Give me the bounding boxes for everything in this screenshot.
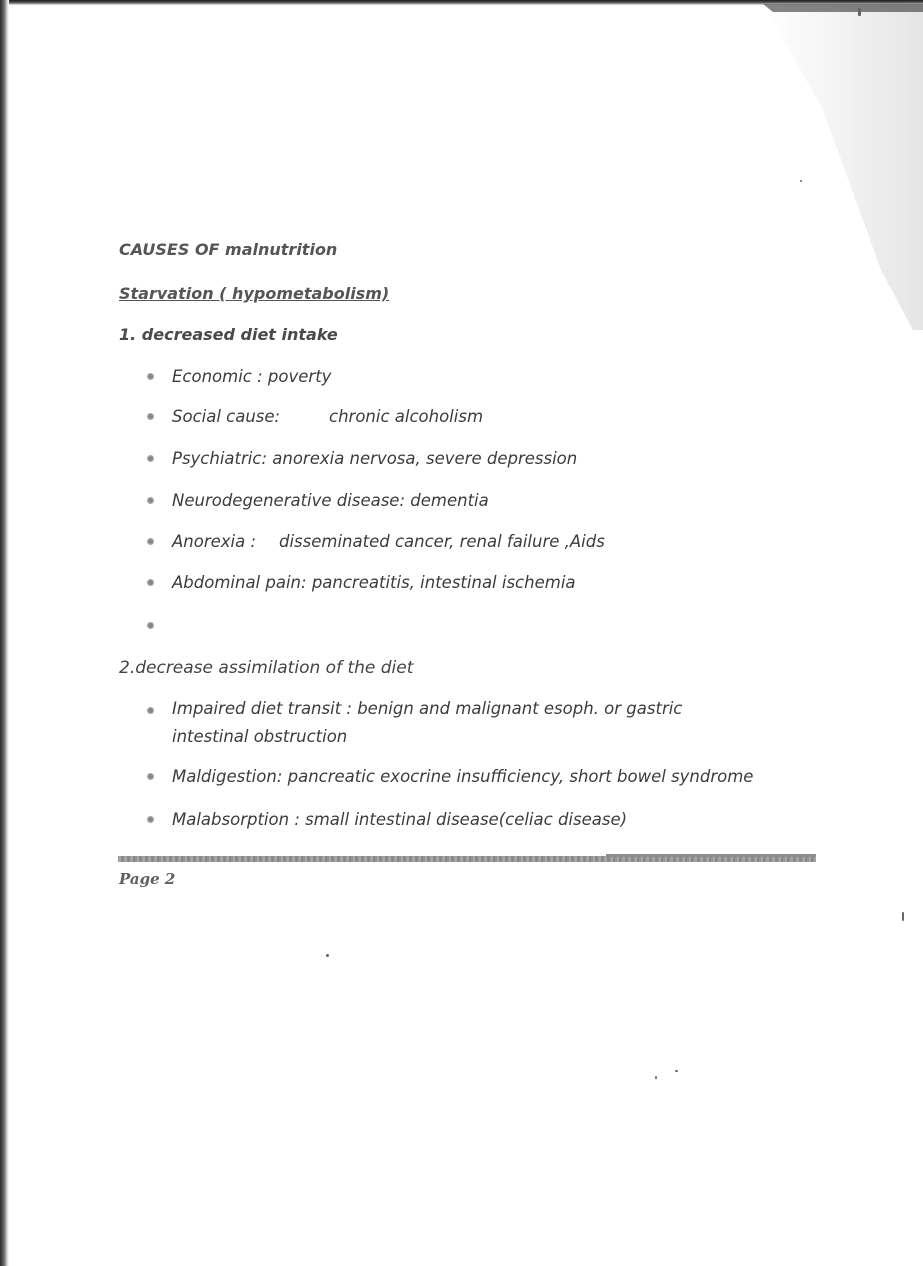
list-item-detail: chronic alcoholism bbox=[329, 407, 484, 426]
bullet-icon bbox=[147, 413, 154, 420]
footer-rule bbox=[118, 856, 816, 862]
bullet-icon bbox=[147, 773, 154, 780]
list-item-text: Anorexia : bbox=[172, 532, 257, 551]
bullet-icon bbox=[147, 497, 154, 504]
bullet-icon bbox=[147, 455, 154, 462]
list-item-detail: disseminated cancer, renal failure ,Aids bbox=[279, 532, 605, 551]
section-1-heading: 1. decreased diet intake bbox=[119, 325, 338, 344]
bullet-icon bbox=[147, 579, 154, 586]
scan-speck bbox=[800, 180, 802, 182]
page-number: Page 2 bbox=[119, 870, 176, 888]
list-item-text: Impaired diet transit : benign and malignant esoph. or gastric intestinal obstruction bbox=[172, 699, 683, 746]
scan-speck bbox=[675, 1070, 678, 1072]
document-title: CAUSES OF malnutrition bbox=[119, 240, 338, 259]
bullet-icon bbox=[147, 707, 154, 714]
list-item-text: Maldigestion: pancreatic exocrine insufficiency, short bowel syndrome bbox=[172, 767, 754, 786]
bullet-icon bbox=[147, 816, 154, 823]
list-item-text: Psychiatric: anorexia nervosa, severe depression bbox=[172, 449, 578, 468]
scan-speck bbox=[858, 8, 861, 16]
scan-edge-left bbox=[0, 0, 9, 1266]
scan-edge-top bbox=[0, 0, 923, 5]
section-2-heading: 2.decrease assimilation of the diet bbox=[119, 658, 414, 678]
bullet-icon bbox=[147, 538, 154, 545]
document-subtitle: Starvation ( hypometabolism) bbox=[119, 284, 390, 303]
scan-speck bbox=[326, 954, 329, 957]
list-item-text: Malabsorption : small intestinal disease(celiac disease) bbox=[172, 810, 628, 829]
scan-speck bbox=[902, 912, 904, 921]
list-item-text: Economic : poverty bbox=[172, 367, 332, 386]
folded-corner-shadow bbox=[763, 0, 923, 330]
bullet-icon bbox=[147, 373, 154, 380]
bullet-icon bbox=[147, 622, 154, 629]
list-item-text: Neurodegenerative disease: dementia bbox=[172, 491, 489, 510]
list-item-text: Abdominal pain: pancreatitis, intestinal ischemia bbox=[172, 573, 576, 592]
list-item-text: Social cause: bbox=[172, 407, 281, 426]
scan-speck bbox=[655, 1076, 657, 1079]
